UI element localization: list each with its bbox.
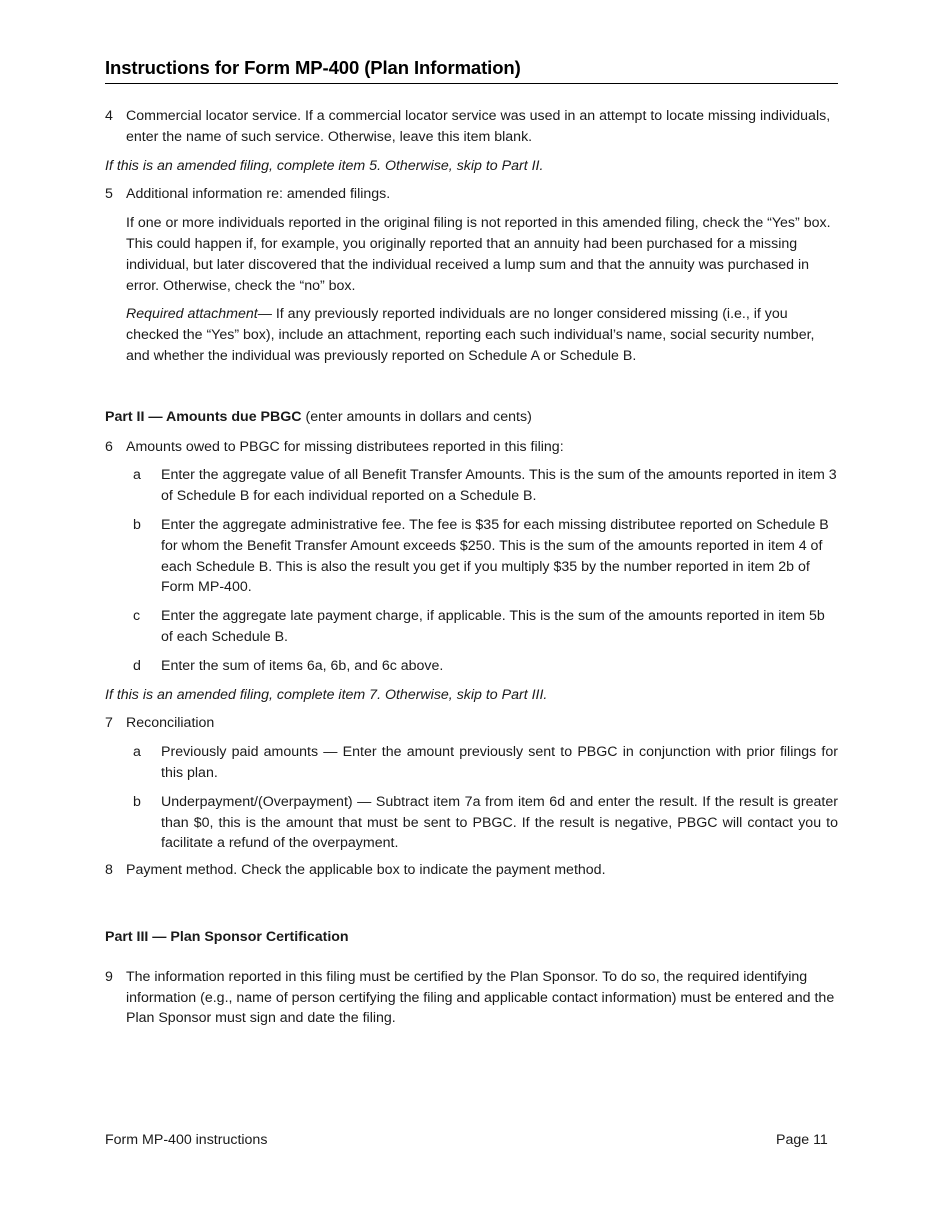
part-3-title: Part III — Plan Sponsor Certification [105, 928, 349, 945]
item-text: Amounts owed to PBGC for missing distributees reported in this filing: [126, 438, 564, 455]
amended-note-item-5: If this is an amended filing, complete item 5. Otherwise, skip to Part II. [105, 157, 544, 174]
item-6a [105, 465, 838, 507]
sub-item-letter: d [133, 657, 141, 674]
part-2-subtitle: (enter amounts in dollars and cents) [301, 408, 532, 425]
sub-item-text: Underpayment/(Overpayment) — Subtract item 7a from item 6d and enter the result. If the result is greater than $0, this is the amount that must be sent to PBGC. If the result is negative, PBGC will contact you to facilitate a refund of the overpayment. [161, 793, 838, 852]
sub-item-text: Enter the aggregate administrative fee. The fee is $35 for each missing distributee reported on Schedule B for whom the Benefit Transfer Amount exceeds $250. This is the sum of the amounts reported in item 4 of each Schedule B. This is also the result you get if you multiply $35 by the number reported in item 2b of Form MP-400. [161, 516, 829, 596]
sub-item-letter: b [133, 793, 141, 810]
item-7 [105, 713, 838, 734]
sub-item-letter: a [133, 744, 141, 761]
item-5-paragraph: If one or more individuals reported in the original filing is not reported in this amended filing, check the “Yes” box. This could happen if, for example, you originally reported that an annuity had been purchased for a missing individual, but later discovered that the individual received a lump sum and that the annuity was purchased in error. Otherwise, check the “no” box. [126, 215, 831, 294]
item-text: Reconciliation [126, 715, 215, 732]
document-body [105, 106, 838, 1037]
item-text: Commercial locator service. If a commercial locator service was used in an attempt to locate missing individuals, enter the name of such service. Otherwise, leave this item blank. [126, 108, 831, 145]
item-6 [105, 437, 838, 458]
item-6d [105, 656, 838, 677]
required-attachment-text: — If any previously reported individuals are no longer considered missing (i.e., if you checked the “Yes” box), include an attachment, reporting each such individual’s name, social security number, and whether the individual was previously reported on Schedule A or Schedule B. [126, 306, 815, 364]
page-header [105, 57, 838, 84]
item-7b [105, 792, 838, 854]
sub-item-letter: c [133, 608, 141, 625]
sub-item-letter: a [133, 467, 141, 484]
amended-note-item-7: If this is an amended filing, complete item 7. Otherwise, skip to Part III. [105, 686, 548, 703]
sub-item-letter: b [133, 516, 141, 533]
part-2-title: Part II — Amounts due PBGC [105, 408, 302, 425]
part-3-heading [105, 927, 838, 948]
page-title: Instructions for Form MP-400 (Plan Information) [105, 57, 521, 78]
required-attachment-paragraph [105, 304, 838, 366]
part-2-heading [105, 407, 838, 428]
item-text: Additional information re: amended filings. [126, 186, 391, 203]
footer-form-name: Form MP-400 instructions [105, 1132, 268, 1148]
item-4 [105, 106, 838, 148]
item-6c [105, 606, 838, 648]
item-number: 4 [105, 108, 113, 124]
item-text: Payment method. Check the applicable box to indicate the payment method. [126, 862, 606, 879]
item-number: 7 [105, 715, 113, 732]
item-number: 9 [105, 968, 113, 985]
item-8 [105, 860, 838, 881]
item-number: 6 [105, 438, 113, 455]
item-5 [105, 184, 838, 205]
item-number: 5 [105, 186, 113, 203]
item-number: 8 [105, 862, 113, 879]
required-attachment-label: Required attachment [126, 306, 258, 323]
sub-item-text: Previously paid amounts — Enter the amount previously sent to PBGC in conjunction with prior filings for this plan. [161, 744, 838, 781]
item-9 [105, 967, 838, 1029]
sub-item-text: Enter the aggregate value of all Benefit Transfer Amounts. This is the sum of the amounts reported in item 3 of Schedule B for each individual reported on a Schedule B. [161, 467, 837, 505]
footer-page-number: Page 11 [776, 1132, 828, 1148]
item-text: The information reported in this filing must be certified by the Plan Sponsor. To do so, the required identifying information (e.g., name of person certifying the filing and applicable contact information) must be entered and the Plan Sponsor must sign and date the filing. [126, 968, 835, 1027]
item-6b [105, 515, 838, 598]
sub-item-text: Enter the aggregate late payment charge, if applicable. This is the sum of the amounts reported in item 5b of each Schedule B. [161, 608, 825, 645]
item-7a [105, 742, 838, 784]
sub-item-text: Enter the sum of items 6a, 6b, and 6c above. [161, 657, 444, 674]
